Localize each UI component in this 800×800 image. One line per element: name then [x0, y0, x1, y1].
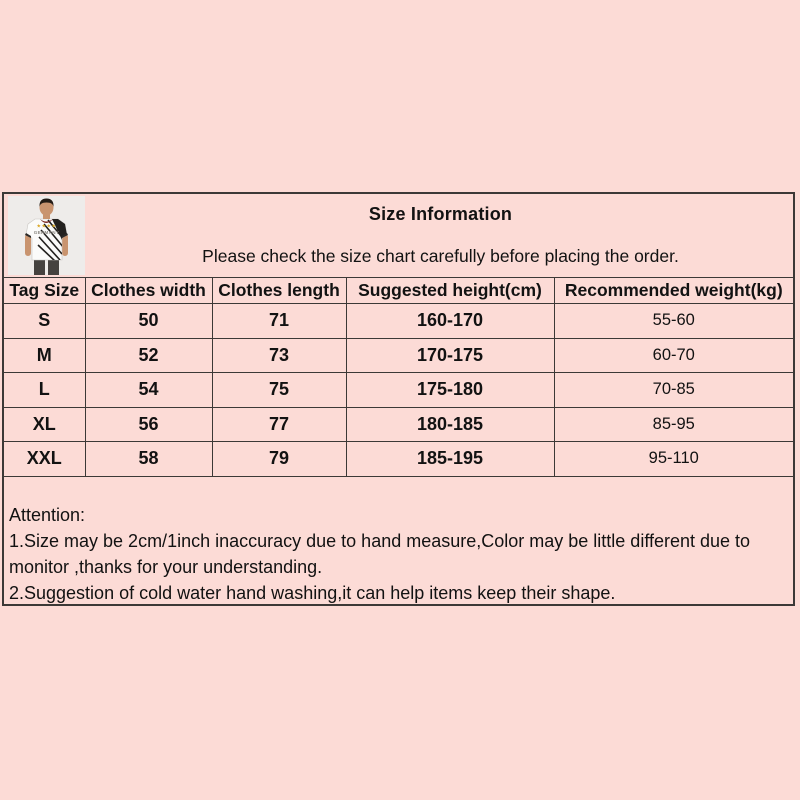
col-header-tag-size: Tag Size [4, 278, 85, 304]
cell-tag-size: XXL [4, 442, 85, 477]
cell-recommended-weight: 70-85 [554, 373, 793, 408]
size-table-header-row [4, 278, 793, 304]
cell-clothes-width: 54 [85, 373, 212, 408]
title-block [88, 194, 793, 277]
panel-title: Size Information [368, 204, 513, 224]
cell-clothes-length: 73 [212, 338, 346, 373]
size-row-xxl [4, 442, 793, 477]
cell-tag-size: M [4, 338, 85, 373]
attention-line-2: monitor ,thanks for your understanding. [9, 556, 323, 577]
cell-clothes-width: 58 [85, 442, 212, 477]
col-header-clothes-width: Clothes width [85, 278, 212, 304]
panel-header [4, 194, 793, 278]
cell-clothes-width: 56 [85, 407, 212, 442]
col-header-suggested-height: Suggested height(cm) [346, 278, 554, 304]
col-header-recommended-weight: Recommended weight(kg) [554, 278, 793, 304]
attention-section [4, 477, 793, 606]
attention-line-1: 1.Size may be 2cm/1inch inaccuracy due to hand measure,Color may be little different due to [9, 530, 751, 551]
product-photo [8, 196, 85, 275]
svg-text:GERMANY: GERMANY [33, 230, 60, 235]
cell-clothes-length: 75 [212, 373, 346, 408]
cell-recommended-weight: 95-110 [554, 442, 793, 477]
tshirt-model-illustration [8, 196, 85, 275]
cell-suggested-height: 180-185 [346, 407, 554, 442]
cell-suggested-height: 175-180 [346, 373, 554, 408]
svg-text:★★★★: ★★★★ [36, 223, 57, 230]
panel-subtitle: Please check the size chart carefully before placing the order. [202, 246, 679, 266]
size-row-xl [4, 407, 793, 442]
attention-line-3: 2.Suggestion of cold water hand washing,it can help items keep their shape. [9, 582, 616, 603]
cell-suggested-height: 170-175 [346, 338, 554, 373]
cell-tag-size: L [4, 373, 85, 408]
cell-tag-size: XL [4, 407, 85, 442]
size-row-s [4, 304, 793, 339]
cell-recommended-weight: 55-60 [554, 304, 793, 339]
cell-suggested-height: 160-170 [346, 304, 554, 339]
cell-recommended-weight: 85-95 [554, 407, 793, 442]
size-row-m [4, 338, 793, 373]
cell-recommended-weight: 60-70 [554, 338, 793, 373]
col-header-clothes-length: Clothes length [212, 278, 346, 304]
cell-clothes-length: 71 [212, 304, 346, 339]
size-info-panel [2, 192, 795, 606]
size-table [4, 278, 793, 477]
cell-clothes-length: 79 [212, 442, 346, 477]
cell-clothes-length: 77 [212, 407, 346, 442]
cell-clothes-width: 52 [85, 338, 212, 373]
cell-suggested-height: 185-195 [346, 442, 554, 477]
cell-clothes-width: 50 [85, 304, 212, 339]
attention-heading: Attention: [9, 504, 86, 525]
size-row-l [4, 373, 793, 408]
cell-tag-size: S [4, 304, 85, 339]
